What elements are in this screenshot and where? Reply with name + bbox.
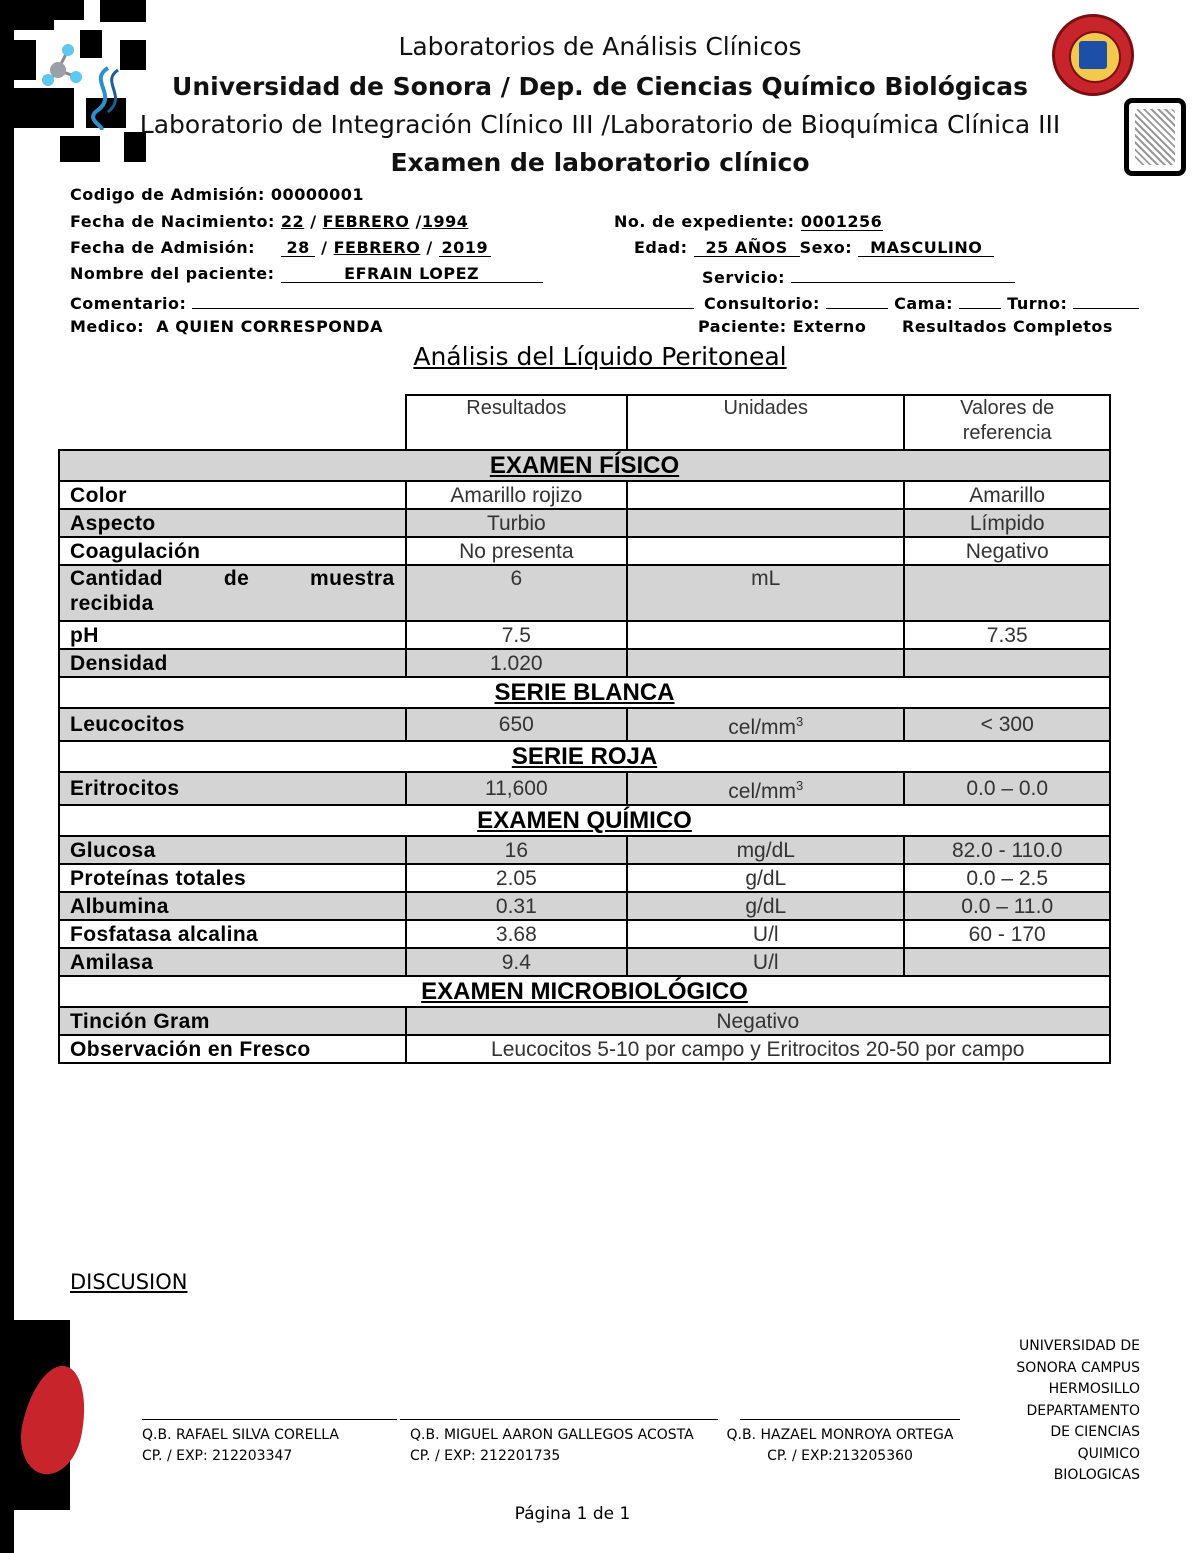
record-number: No. de expediente: 0001256 bbox=[614, 212, 883, 231]
left-decorative-bar bbox=[0, 0, 14, 1553]
university-address-block: UNIVERSIDAD DE SONORA CAMPUS HERMOSILLO DEPARTAMENTO DE CIENCIAS QUIMICO BIOLOGICAS bbox=[1016, 1338, 1140, 1483]
table-row: Fosfatasa alcalina 3.68 U/l 60 - 170 bbox=[59, 920, 1110, 948]
analysis-title: Análisis del Líquido Peritoneal bbox=[413, 342, 787, 371]
signature-line bbox=[400, 1419, 718, 1420]
table-row: Tinción Gram Negativo bbox=[59, 1007, 1110, 1035]
header-line-3: Laboratorio de Integración Clínico III /Laboratorio de Bioquímica Clínica III bbox=[139, 110, 1061, 139]
table-row: pH 7.5 7.35 bbox=[59, 621, 1110, 649]
patient-name: Nombre del paciente: EFRAIN LOPEZ bbox=[70, 264, 543, 283]
room-bed-shift: Consultorio: Cama: Turno: bbox=[704, 290, 1139, 313]
complete-results: Resultados Completos bbox=[902, 317, 1113, 336]
comment-field: Comentario: bbox=[70, 290, 694, 313]
table-row: Proteínas totales 2.05 g/dL 0.0 – 2.5 bbox=[59, 864, 1110, 892]
section-physical: EXAMEN FÍSICO bbox=[59, 450, 1110, 481]
table-row: Aspecto Turbio Límpido bbox=[59, 509, 1110, 537]
table-row: Coagulación No presenta Negativo bbox=[59, 537, 1110, 565]
signature-block-3: Q.B. HAZAEL MONROYA ORTEGA CP. / EXP:213205360 bbox=[726, 1427, 954, 1464]
admission-code: Codigo de Admisión: 00000001 bbox=[70, 185, 364, 204]
table-row: Albumina 0.31 g/dL 0.0 – 11.0 bbox=[59, 892, 1110, 920]
physician: Medico: A QUIEN CORRESPONDA bbox=[70, 317, 383, 336]
signature-block-2: Q.B. MIGUEL AARON GALLEGOS ACOSTA CP. / EXP: 212201735 bbox=[410, 1427, 694, 1464]
column-header-reference: Valores de referencia bbox=[904, 395, 1110, 450]
section-microbiological: EXAMEN MICROBIOLÓGICO bbox=[59, 976, 1110, 1007]
signature-block-1: Q.B. RAFAEL SILVA CORELLA CP. / EXP: 212203347 bbox=[142, 1427, 340, 1464]
age-sex: Edad: 25 AÑOS Sexo: MASCULINO bbox=[634, 238, 994, 257]
page-number: Página 1 de 1 bbox=[514, 1504, 631, 1524]
table-row: Color Amarillo rojizo Amarillo bbox=[59, 481, 1110, 509]
table-row: Observación en Fresco Leucocitos 5-10 por campo y Eritrocitos 20-50 por campo bbox=[59, 1035, 1110, 1063]
header-line-2: Universidad de Sonora / Dep. de Ciencias Químico Biológicas bbox=[172, 72, 1028, 101]
section-red-series: SERIE ROJA bbox=[59, 741, 1110, 772]
column-header-units: Unidades bbox=[627, 395, 904, 450]
discussion-label: DISCUSION bbox=[70, 1270, 188, 1294]
table-row: Amilasa 9.4 U/l bbox=[59, 948, 1110, 976]
header-line-4: Examen de laboratorio clínico bbox=[390, 148, 810, 177]
service-field: Servicio: bbox=[702, 264, 1015, 287]
table-row: Leucocitos 650 cel/$mm^3$ < 300 bbox=[59, 708, 1110, 741]
admission-date: Fecha de Admisión: 28 / FEBRERO / 2019 bbox=[70, 238, 491, 257]
section-chemical: EXAMEN QUÍMICO bbox=[59, 805, 1110, 836]
table-row: Glucosa 16 mg/dL 82.0 - 110.0 bbox=[59, 836, 1110, 864]
signature-line bbox=[142, 1419, 397, 1420]
blood-drop-logo-icon bbox=[14, 1320, 70, 1510]
birth-date: Fecha de Nacimiento: 22 / FEBRERO /1994 bbox=[70, 212, 469, 231]
table-row: Densidad 1.020 bbox=[59, 649, 1110, 677]
table-row: Cantidad de muestra recibida 6 mL bbox=[59, 565, 1110, 621]
column-header-results: Resultados bbox=[406, 395, 628, 450]
signature-line bbox=[740, 1419, 960, 1420]
patient-type: Paciente: Externo bbox=[698, 317, 867, 336]
table-row: Eritrocitos 11,600 cel/$mm^3$ 0.0 – 0.0 bbox=[59, 772, 1110, 805]
header-line-1: Laboratorios de Análisis Clínicos bbox=[398, 32, 802, 61]
section-white-series: SERIE BLANCA bbox=[59, 677, 1110, 708]
results-table bbox=[58, 394, 1111, 1064]
